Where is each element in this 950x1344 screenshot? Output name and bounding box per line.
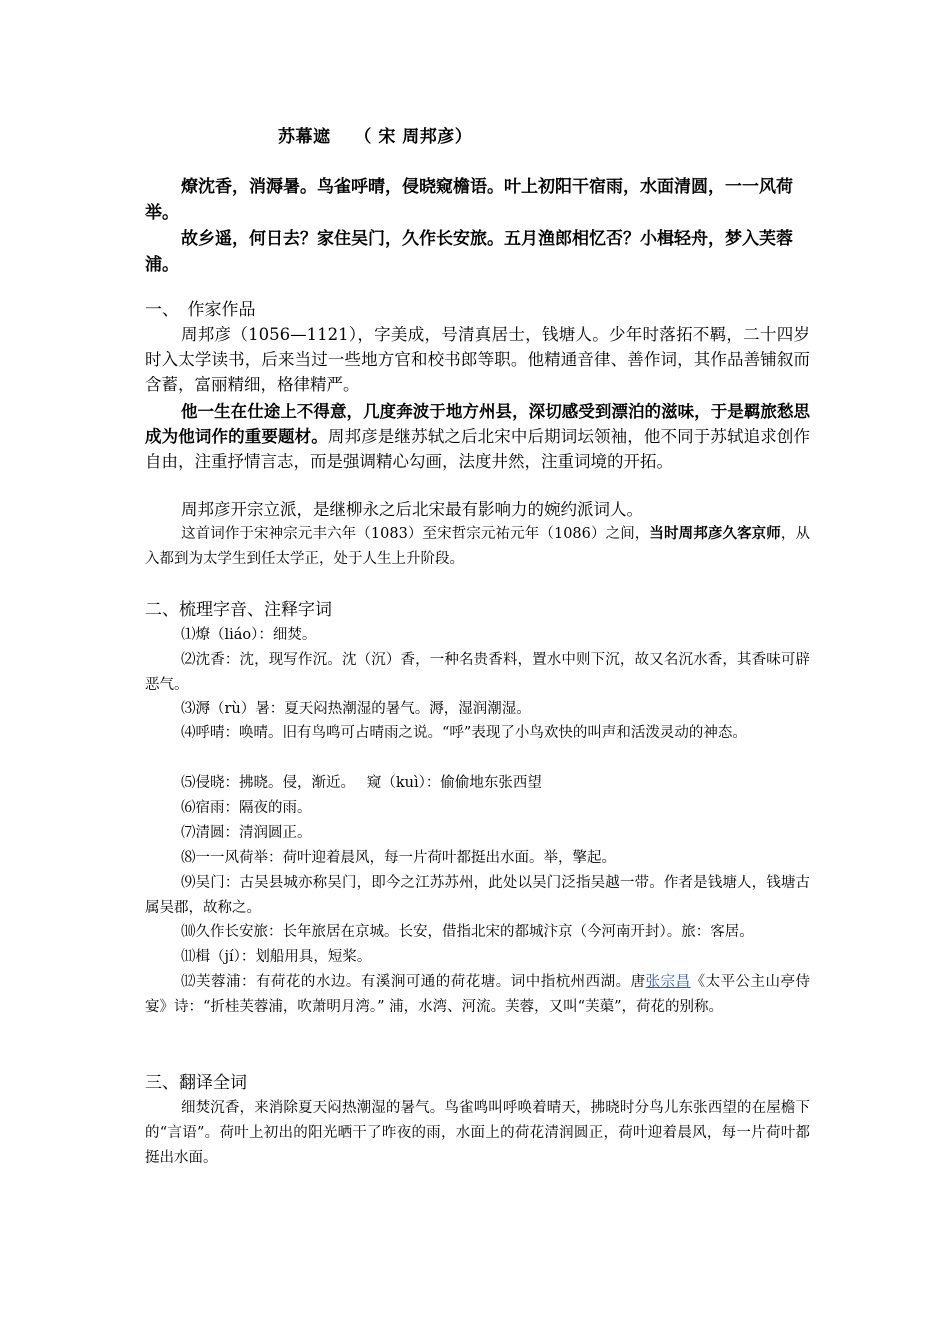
- note-item: ⑵沈香：沈，现写作沉。沈（沉）香，一种名贵香料，置水中则下沉，故又名沉水香，其香味可辟恶气。: [145, 652, 810, 693]
- section-heading-translation: 三、翻译全词: [145, 1073, 247, 1093]
- poem-title: 苏幕遮 （ 宋 周邦彦）: [278, 127, 473, 147]
- note-item: ⑼吴门：古吴县城亦称吴门，即今之江苏苏州，此处以吴门泛指吴越一带。作者是钱塘人，钱塘古属吴郡，故称之。: [145, 875, 810, 916]
- note-item: ⑸侵晓：拂晓。侵，渐近。 窥（kuì）：偷偷地东张西望: [181, 775, 542, 791]
- background-bold-text: 当时周邦彦久客京师: [649, 526, 781, 542]
- note-item-12: [145, 970, 810, 1020]
- note-item: ⑹宿雨：隔夜的雨。: [181, 800, 312, 816]
- section-heading-notes: 二、梳理字音、注释字词: [145, 600, 332, 620]
- note12-text-a: ⑿芙蓉浦：有荷花的水边。有溪涧可通的荷花塘。词中指杭州西湖。唐: [181, 974, 646, 990]
- career-bold-text: 他一生在仕途上不得意，几度奔波于地方州县，深切感受到漂泊的滋味，于是羁旅愁思成为他词作的重要题材。: [145, 402, 810, 446]
- note-item: ⑺清圆：清润圆正。: [181, 825, 312, 841]
- translation-paragraph: 细焚沉香，来消除夏天闷热潮湿的暑气。鸟雀鸣叫呼唤着晴天，拂晓时分鸟儿东张西望的在屋檐下的“言语”。荷叶上初出的阳光晒干了昨夜的雨，水面上的荷花清润圆正，荷叶迎着晨风，每一片荷叶都挺出水面。: [145, 1100, 810, 1166]
- note12-text-b: 《太平公主山亭侍宴》诗：“折桂芙蓉浦，吹萧明月湾。” 浦，水湾、河流。芙蓉，又叫“芙蕖”，荷花的别称。: [145, 974, 811, 1015]
- section-heading-author: 一、 作家作品: [145, 300, 256, 320]
- author-intro-paragraph: 周邦彦（1056—1121），字美成，号清真居士，钱塘人。少年时落拓不羁，二十四岁时入太学读书，后来当过一些地方官和校书郎等职。他精通音律、善作词，其作品善铺叙而含蓄，富丽精细，格律精严。: [145, 325, 810, 394]
- poem-stanza-1: 燎沈香，消溽暑。鸟雀呼晴，侵晓窥檐语。叶上初阳干宿雨，水面清圆，一一风荷举。: [145, 177, 793, 223]
- author-school-paragraph: 周邦彦开宗立派，是继柳永之后北宋最有影响力的婉约派词人。: [181, 500, 643, 519]
- background-text-b: ，从入都到为太学生到任太学正，处于人生上升阶段。: [145, 526, 810, 567]
- author-career-paragraph: [145, 399, 810, 474]
- note-item: ⑴燎（liáo）：细焚。: [181, 627, 317, 643]
- poem-stanza-2: 故乡遥，何日去？家住吴门，久作长安旅。五月渔郎相忆否？小楫轻舟，梦入芙蓉浦。: [145, 229, 793, 275]
- note-item: ⑾楫（jí）：划船用具，短桨。: [181, 949, 372, 965]
- poem-background-paragraph: [145, 522, 810, 572]
- background-text-a: 这首词作于宋神宗元丰六年（1083）至宋哲宗元祐元年（1086）之间，: [181, 526, 650, 542]
- note-item: ⑻一一风荷举：荷叶迎着晨风，每一片荷叶都挺出水面。举，擎起。: [181, 850, 616, 866]
- zhang-zongchang-link[interactable]: 张宗昌: [645, 974, 691, 990]
- note-item: ⑷呼晴：唤晴。旧有鸟鸣可占晴雨之说。“呼”表现了小鸟欢快的叫声和活泼灵动的神态。: [181, 725, 747, 741]
- note-item: ⑶溽（rù）暑：夏天闷热潮湿的暑气。溽，湿润潮湿。: [181, 701, 531, 717]
- note-item: ⑽久作长安旅：长年旅居在京城。长安，借指北宋的都城汴京（今河南开封）。旅：客居。: [181, 924, 754, 940]
- career-rest-text: 周邦彦是继苏轼之后北宋中后期词坛领袖，他不同于苏轼追求创作自由，注重抒情言志，而是强调精心勾画，法度井然，注重词境的开拓。: [145, 427, 811, 471]
